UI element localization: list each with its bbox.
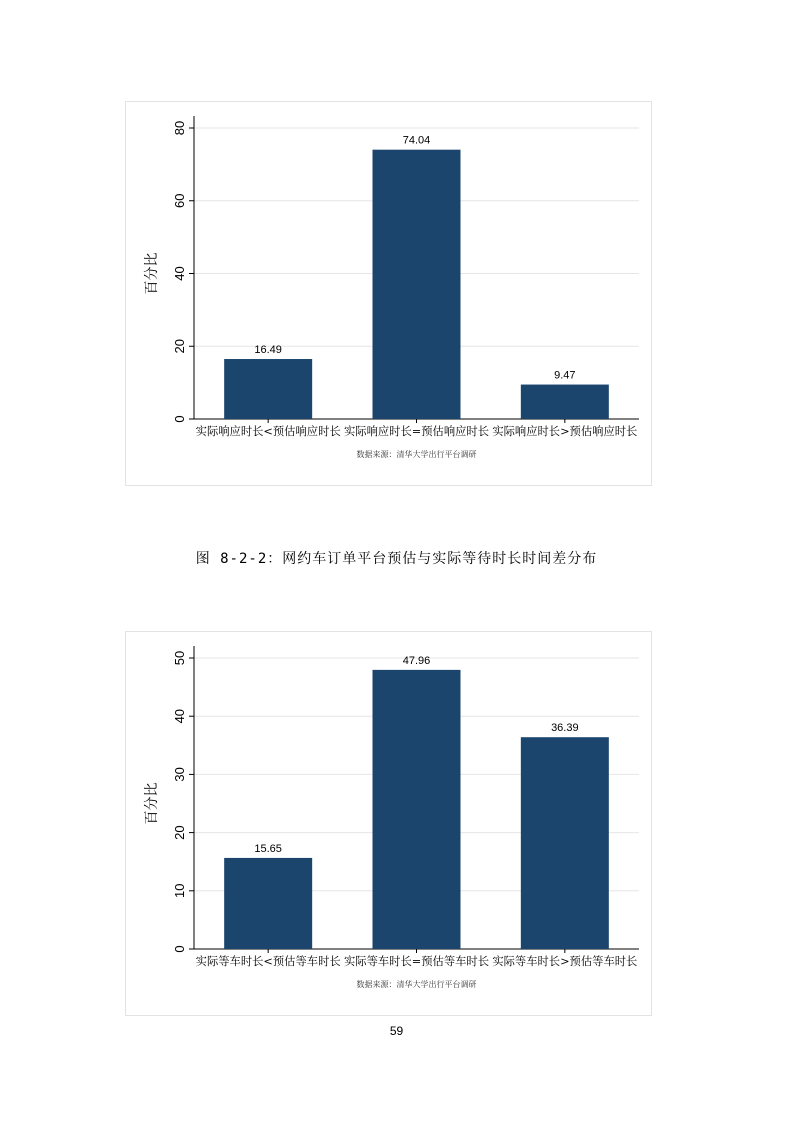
page-number: 59: [389, 1024, 404, 1038]
data-label: 15.65: [254, 842, 282, 855]
x-category-label: 实际响应时长>预估响应时长: [492, 425, 638, 438]
chart-panel-waiting-time: [125, 631, 652, 1016]
y-tick-label: 0: [172, 415, 187, 423]
bar-chart-waiting-time: [126, 632, 653, 1017]
bar: [521, 737, 609, 949]
data-label: 74.04: [402, 134, 431, 147]
data-label: 16.49: [254, 344, 282, 357]
chart-panel-response-time: [125, 101, 652, 486]
x-category-label: 实际响应时长=预估响应时长: [343, 425, 490, 438]
x-category-label: 实际等车时长>预估等车时长: [492, 955, 638, 968]
x-category-label: 实际等车时长=预估等车时长: [343, 955, 490, 968]
data-label: 47.96: [402, 654, 431, 667]
y-tick-label: 80: [172, 120, 187, 136]
y-tick-label: 40: [172, 708, 187, 724]
y-tick-label: 40: [172, 266, 187, 281]
source-note: 数据来源：清华大学出行平台调研: [356, 980, 477, 989]
x-category-label: 实际等车时长<预估等车时长: [195, 955, 341, 968]
y-tick-label: 20: [172, 825, 187, 840]
bar-chart-response-time: [126, 102, 653, 487]
data-label: 9.47: [554, 369, 576, 382]
y-tick-label: 20: [172, 339, 187, 354]
bar: [373, 150, 461, 419]
y-tick-label: 30: [172, 767, 187, 782]
bar: [521, 385, 609, 419]
figure-caption: 图 8-2-2：网约车订单平台预估与实际等待时长时间差分布: [195, 551, 598, 567]
y-axis-label: 百分比: [144, 782, 160, 825]
bar: [373, 670, 461, 949]
source-note: 数据来源：清华大学出行平台调研: [356, 450, 477, 459]
y-axis-label: 百分比: [144, 252, 160, 295]
y-tick-label: 60: [172, 193, 187, 208]
y-tick-label: 0: [172, 945, 187, 953]
y-tick-label: 10: [172, 883, 187, 899]
y-tick-label: 50: [172, 650, 187, 666]
x-category-label: 实际响应时长<预估响应时长: [195, 425, 341, 438]
data-label: 36.39: [551, 722, 579, 735]
bar: [224, 359, 312, 419]
bar: [224, 858, 312, 949]
